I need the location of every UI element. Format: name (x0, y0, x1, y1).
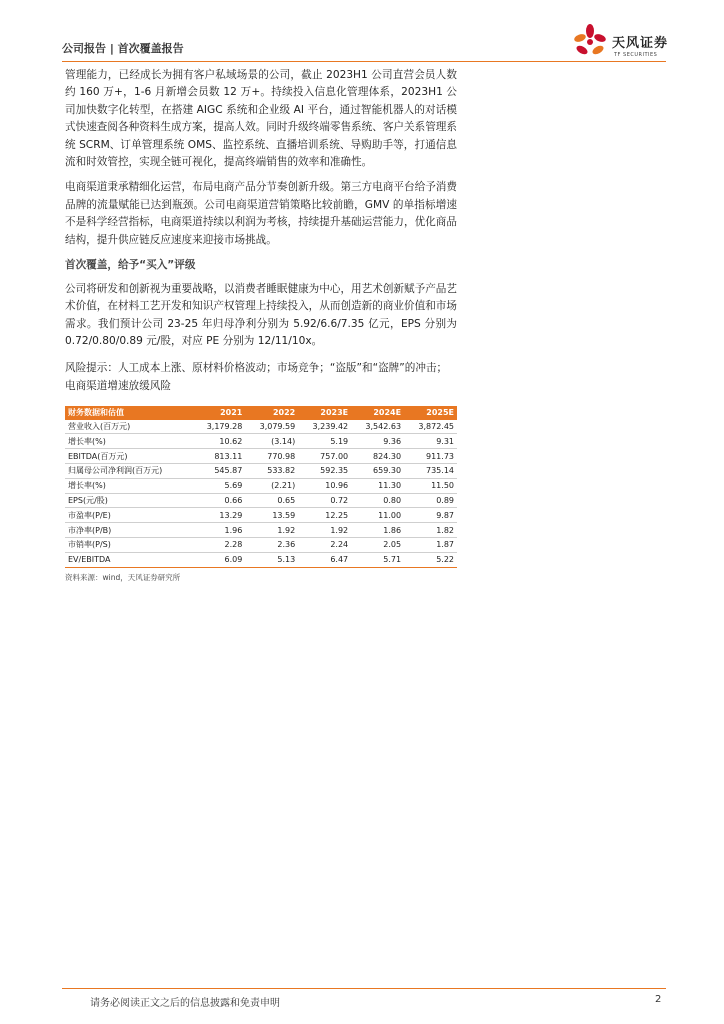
table-cell: 增长率(%) (68, 436, 106, 446)
table-cell: 5.69 (224, 481, 243, 491)
report-type-header: 公司报告 | 首次覆盖报告 (62, 42, 184, 55)
table-cell: 0.72 (330, 496, 349, 506)
table-cell: 11.00 (378, 510, 402, 520)
table-cell: 735.14 (426, 466, 454, 476)
table-cell: 0.89 (436, 496, 454, 506)
table-cell: 3,079.59 (259, 422, 296, 432)
table-cell: 592.35 (320, 466, 349, 476)
table-cell: 6.47 (330, 555, 349, 565)
table-cell: 9.36 (383, 436, 402, 446)
table-cell: 5.71 (383, 555, 402, 565)
table-cell: 1.82 (436, 525, 454, 535)
table-cell: 13.29 (219, 510, 243, 520)
table-row (65, 478, 457, 493)
table-cell: 824.30 (373, 451, 402, 461)
table-cell: (2.21) (271, 481, 296, 491)
paragraph-ecommerce: 电商渠道秉承精细化运营，布局电商产品分节奏创新升级。第三方电商平台给予消费品牌的流量赋能已达到瓶颈。公司电商渠道营销策略比较前瞻，GMV 的单指标增速不是科学经营指标，电商渠道持续以利润为考核，持续提升基础运营能力，优化商品结构，提升供应链反应速度来迎接市场挑战。 (65, 181, 457, 246)
table-cell: 13.59 (272, 510, 296, 520)
table-row (65, 420, 457, 434)
table-header-cell: 2023E (298, 406, 351, 420)
table-cell: 2.05 (383, 540, 402, 550)
table-header-cell: 财务数据和估值 (65, 406, 192, 420)
table-row (65, 449, 457, 464)
table-cell: 1.96 (224, 525, 243, 535)
rating-subheading: 首次覆盖，给予“买入”评级 (65, 259, 196, 272)
risk-text: 人工成本上涨、原材料价格波动；市场竞争；“盗版”和“盗牌”的冲击；电商渠道增速放缓风险 (65, 361, 448, 392)
logo-chinese-text: 天风证券 (612, 36, 669, 51)
table-cell: EV/EBITDA (68, 555, 111, 565)
table-cell: 3,872.45 (418, 422, 454, 432)
table-cell: 12.25 (325, 510, 349, 520)
table-row (65, 552, 457, 567)
table-cell: 归属母公司净利润(百万元) (68, 466, 163, 476)
table-cell: 2.36 (277, 540, 296, 550)
table-source-note: 资料来源：wind，天风证券研究所 (65, 572, 181, 582)
table-cell: 757.00 (320, 451, 349, 461)
table-row (65, 493, 457, 508)
table-cell: 5.13 (277, 555, 296, 565)
table-cell: 5.22 (436, 555, 454, 565)
table-cell: EPS(元/股) (68, 496, 108, 506)
table-cell: 0.66 (224, 496, 243, 506)
table-cell: 770.98 (267, 451, 296, 461)
risk-label: 风险提示： (65, 361, 118, 374)
table-cell: 5.19 (330, 436, 349, 446)
financial-data-table (65, 406, 457, 568)
table-cell: 1.92 (277, 525, 296, 535)
table-cell: 市销率(P/S) (68, 540, 111, 550)
main-content (65, 67, 457, 583)
table-cell: 6.09 (224, 555, 243, 565)
table-cell: 10.62 (219, 436, 243, 446)
table-cell: 1.86 (383, 525, 402, 535)
paragraph-forecast: 公司将研发和创新视为重要战略，以消费者睡眠健康为中心，用艺术创新赋予产品艺术价值，在材料工艺开发和知识产权管理上持续投入，从而创造新的商业价值和市场需求。我们预计公司 23-25 年归母净利分别为 5.92/6.6/7.35 亿元，EPS 分别为 0.72/0.80/0.89 元/股，对应 PE 分别为 12/11/10x。 (65, 283, 457, 348)
paragraph-membership: 管理能力，已经成长为拥有客户私域场景的公司，截止 2023H1 公司直营会员人数约 160 万+，1-6 月新增会员数 12 万+。持续投入信息化管理体系，2023H1 公司加快数字化转型，在搭建 AIGC 系统和企业级 AI 平台，通过智能机器人的对话模式快速查阅各种资料生成方案，提高人效。同时升级终端零售系统、客户关系管理系统 SCRM、订单管理系统 OMS、监控系统、直播培训系统、导购助手等，打通信息流和时效管控，实现全链可视化，提高终端销售的效率和准确性。 (65, 69, 457, 169)
table-cell: (3.14) (271, 436, 296, 446)
table-cell: 营业收入(百万元) (68, 422, 131, 432)
table-row (65, 508, 457, 523)
table-cell: 533.82 (267, 466, 296, 476)
table-row (65, 523, 457, 538)
table-header-cell: 2025E (404, 406, 457, 420)
table-cell: 545.87 (214, 466, 243, 476)
table-header-cell: 2022 (245, 406, 298, 420)
table-cell: 911.73 (426, 451, 454, 461)
table-cell: 1.87 (436, 540, 454, 550)
table-header-row (65, 406, 457, 420)
table-cell: 2.24 (330, 540, 349, 550)
table-cell: 9.87 (436, 510, 454, 520)
table-cell: 813.11 (214, 451, 243, 461)
footer-disclaimer: 请务必阅读正文之后的信息披露和免责申明 (90, 998, 280, 1009)
table-cell: 3,542.63 (365, 422, 402, 432)
table-cell: 3,239.42 (312, 422, 349, 432)
table-cell: 10.96 (325, 481, 349, 491)
table-cell: EBITDA(百万元) (68, 451, 128, 461)
page-number: 2 (655, 994, 662, 1005)
table-cell: 11.30 (378, 481, 402, 491)
table-cell: 增长率(%) (68, 481, 106, 491)
header-divider (62, 61, 666, 62)
flower-logo-icon (570, 22, 610, 60)
risk-warning (65, 359, 457, 395)
table-cell: 市净率(P/B) (68, 525, 112, 535)
table-cell: 11.50 (431, 481, 454, 491)
table-cell: 0.80 (383, 496, 402, 506)
table-row (65, 538, 457, 553)
table-cell: 9.31 (436, 436, 454, 446)
table-row (65, 464, 457, 479)
table-cell: 659.30 (373, 466, 402, 476)
table-header-cell: 2024E (351, 406, 404, 420)
table-row (65, 434, 457, 449)
table-cell: 市盈率(P/E) (68, 510, 111, 520)
table-cell: 2.28 (224, 540, 243, 550)
table-cell: 1.92 (330, 525, 349, 535)
footer-divider (62, 988, 666, 989)
table-cell: 0.65 (277, 496, 296, 506)
logo-english-text: TF SECURITIES (614, 52, 658, 58)
table-header-cell: 2021 (192, 406, 245, 420)
company-logo (570, 22, 670, 60)
table-cell: 3,179.28 (206, 422, 243, 432)
